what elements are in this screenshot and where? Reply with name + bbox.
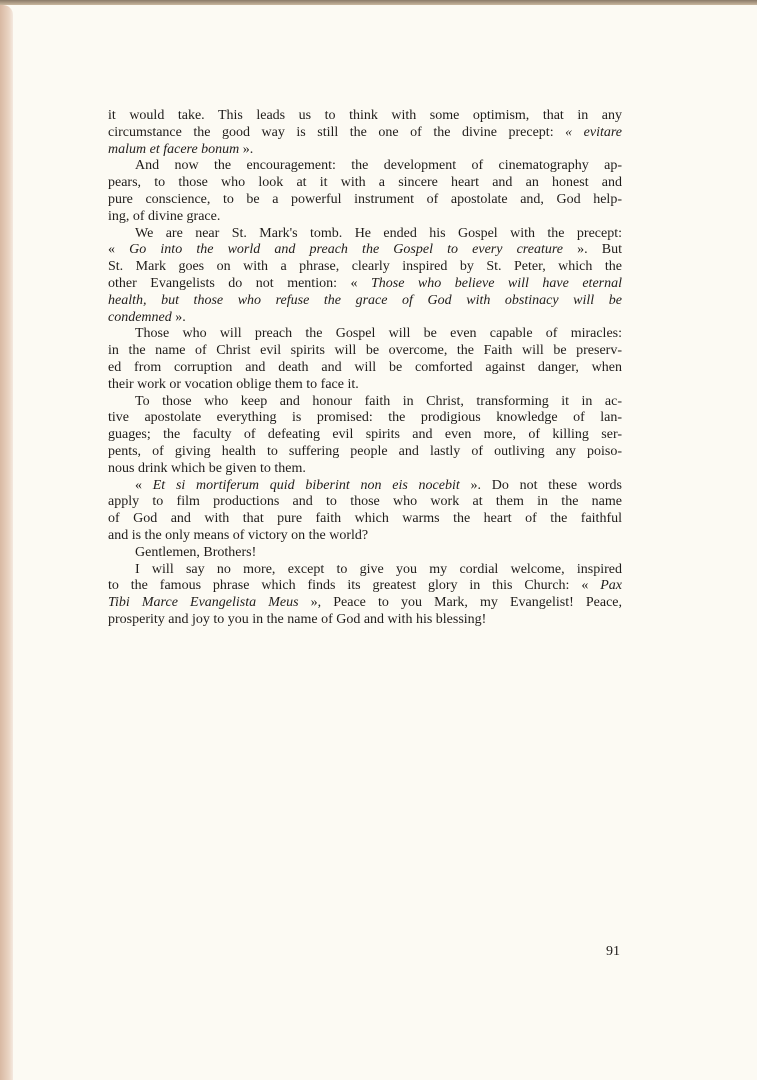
text-run: in the name of Christ evil spirits will be overcome, the Faith will be preserv- [108,343,622,359]
italic-quote: Go into the world and preach the Gospel to every creature [129,242,563,258]
paragraph [108,226,622,327]
paragraph [108,545,622,562]
page-number: 91 [606,944,620,959]
text-run: « [108,242,130,258]
text-line [108,192,622,209]
paragraph [108,478,622,545]
text-line [108,158,622,175]
text-run: to the famous phrase which finds its greatest glory in this Church: « [108,578,601,594]
text-line [108,444,622,461]
text-line [108,259,622,276]
text-line [108,326,622,343]
text-run: apply to film productions and to those who work at them in the name [108,494,622,510]
text-run: and is the only means of victory on the world? [108,527,369,543]
text-run: ed from corruption and death and will be comforted against danger, when [108,359,622,375]
paragraph [108,108,622,158]
text-line [108,545,622,562]
text-run: nous drink which be given to them. [108,460,306,476]
text-run: pure conscience, to be a powerful instrument of apostolate and, God help- [108,191,622,207]
text-run: pents, of giving health to suffering people and lastly of outliving any poiso- [108,443,622,459]
text-line [108,343,622,360]
text-run: guages; the faculty of defeating evil spirits and even more, of killing ser- [108,427,622,443]
text-run: their work or vocation oblige them to face it. [108,376,359,392]
text-line [108,595,622,612]
text-line [108,293,622,310]
text-run: ». But [562,242,623,258]
text-run: of God and with that pure faith which warms the heart of the faithful [108,511,622,527]
body-text [108,108,622,629]
text-run: ». [239,141,254,157]
text-run: « [135,477,153,493]
text-line [108,394,622,411]
text-line [108,108,622,125]
text-line [108,562,622,579]
text-run: ing, of divine grace. [108,208,221,224]
italic-quote: Those who believe will have eternal [370,275,622,291]
paragraph [108,158,622,225]
text-run: We are near St. Mark's tomb. He ended his Gospel with the precept: [135,225,622,241]
italic-quote: malum et facere bonum [108,141,240,157]
text-line [108,360,622,377]
text-line [108,377,622,394]
text-line [108,209,622,226]
text-line [108,410,622,427]
page-top-edge [0,0,757,5]
text-run: tive apostolate everything is promised: the prodigious knowledge of lan- [108,410,622,426]
paragraph [108,326,622,393]
italic-quote: Et si mortiferum quid biberint non eis nocebit [152,477,460,493]
text-run: I will say no more, except to give you my cordial welcome, inspired [135,561,622,577]
book-binding-edge [0,5,13,1080]
text-run: circumstance the good way is still the one of the divine precept: [108,124,566,140]
text-line [108,142,622,159]
text-run: ». [171,309,186,325]
text-run: ». Do not these words [459,477,622,493]
paragraph [108,562,622,629]
text-line [108,494,622,511]
italic-quote: health, but those who refuse the grace of God with obstinacy will be [108,292,622,308]
text-line [108,528,622,545]
text-run: prosperity and joy to you in the name of God and with his blessing! [108,611,487,627]
text-line [108,612,622,629]
italic-quote: condemned [108,309,172,325]
text-run: pears, to those who look at it with a sincere heart and an honest and [108,175,622,191]
text-line [108,242,622,259]
text-run: it would take. This leads us to think with some optimism, that in any [108,108,622,123]
italic-quote: Pax [600,578,622,594]
text-run: To those who keep and honour faith in Christ, transforming it in ac- [135,393,622,409]
text-line [108,578,622,595]
text-run: And now the encouragement: the development of cinematography ap- [135,158,622,174]
text-line [108,310,622,327]
text-line [108,276,622,293]
text-line [108,125,622,142]
text-run: Gentlemen, Brothers! [135,544,257,560]
text-line [108,175,622,192]
text-run: », Peace to you Mark, my Evangelist! Peace, [298,595,622,611]
text-run: Those who will preach the Gospel will be even capable of miracles: [135,326,622,342]
text-line [108,511,622,528]
text-line [108,461,622,478]
italic-quote: Tibi Marce Evangelista Meus [108,595,299,611]
paragraph [108,394,622,478]
italic-quote: « evitare [565,124,623,140]
text-run: St. Mark goes on with a phrase, clearly inspired by St. Peter, which the [108,259,622,275]
text-line [108,427,622,444]
text-run: other Evangelists do not mention: « [108,275,371,291]
text-line [108,226,622,243]
text-line [108,478,622,495]
